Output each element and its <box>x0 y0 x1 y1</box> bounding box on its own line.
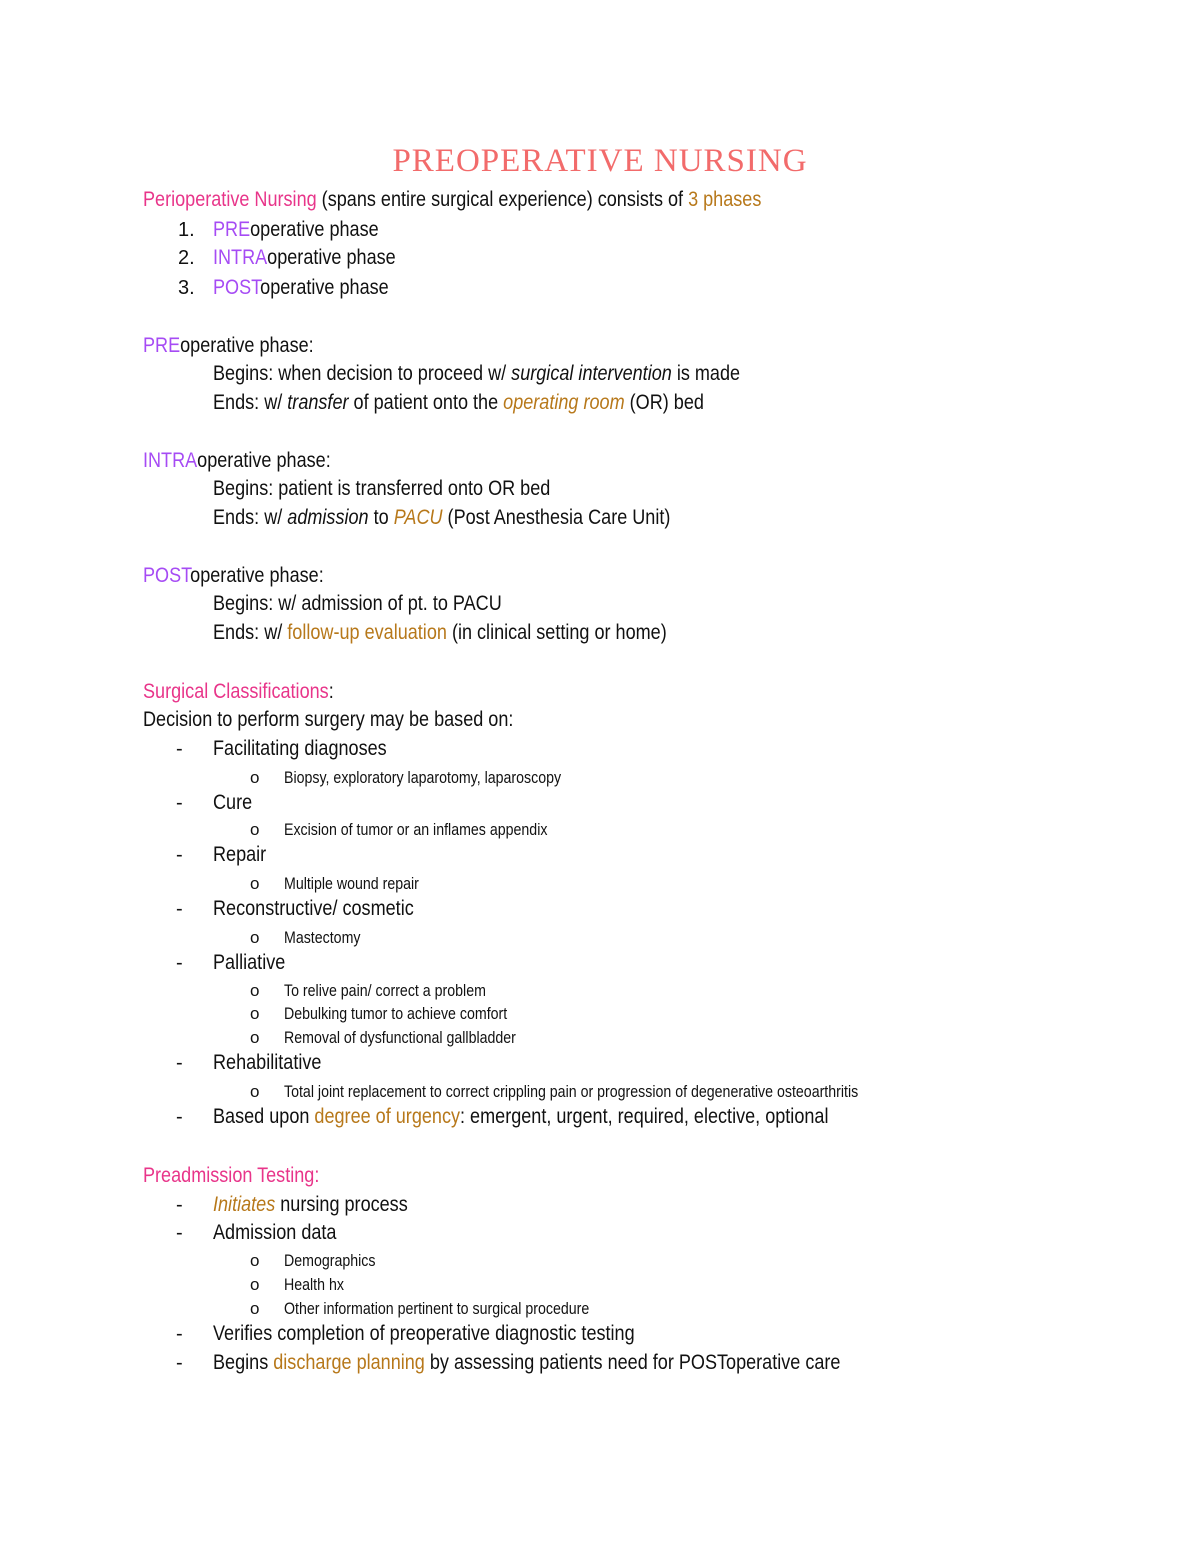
dash-bullet: - <box>176 898 183 920</box>
circle-bullet: o <box>250 1028 260 1047</box>
sub-list-item: Total joint replacement to correct crippling pain or progression of degenerative osteoarthritis <box>284 1083 859 1101</box>
list-item: Reconstructive/ cosmetic <box>213 897 414 920</box>
phases-count: 3 phases <box>688 188 762 211</box>
perioperative-term: Perioperative Nursing <box>143 188 317 211</box>
list-item: Admission data <box>213 1221 337 1244</box>
dash-bullet: - <box>176 1352 183 1374</box>
circle-bullet: o <box>250 1275 260 1294</box>
circle-bullet: o <box>250 768 260 787</box>
pre-begins: Begins: when decision to proceed w/ surgical intervention is made <box>213 362 741 385</box>
post-begins: Begins: w/ admission of pt. to PACU <box>213 592 502 615</box>
sub-list-item: Biopsy, exploratory laparotomy, laparoscopy <box>284 769 562 787</box>
list-item: POSToperative phase <box>213 276 389 299</box>
pre-ends: Ends: w/ transfer of patient onto the operating room (OR) bed <box>213 391 704 414</box>
dash-bullet: - <box>176 952 183 974</box>
surgical-lead: Decision to perform surgery may be based on: <box>143 708 514 731</box>
circle-bullet: o <box>250 1004 260 1023</box>
sub-list-item: Demographics <box>284 1252 376 1270</box>
sub-list-item: To relive pain/ correct a problem <box>284 982 486 1000</box>
list-item: Repair <box>213 843 267 866</box>
sub-list-item: Other information pertinent to surgical procedure <box>284 1300 590 1318</box>
preadmission-heading: Preadmission Testing: <box>143 1164 320 1187</box>
intra-ends: Ends: w/ admission to PACU (Post Anesthesia Care Unit) <box>213 506 671 529</box>
circle-bullet: o <box>250 1251 260 1270</box>
page-title: PREOPERATIVE NURSING <box>392 143 808 179</box>
list-item: Rehabilitative <box>213 1051 322 1074</box>
post-heading: POSToperative phase: <box>143 564 324 587</box>
list-item: PREoperative phase <box>213 218 379 241</box>
list-item: INTRAoperative phase <box>213 246 396 269</box>
circle-bullet: o <box>250 1299 260 1318</box>
sub-list-item: Excision of tumor or an inflames appendix <box>284 821 548 839</box>
circle-bullet: o <box>250 874 260 893</box>
dash-bullet: - <box>176 1052 183 1074</box>
dash-bullet: - <box>176 1323 183 1345</box>
dash-bullet: - <box>176 844 183 866</box>
circle-bullet: o <box>250 820 260 839</box>
intra-heading: INTRAoperative phase: <box>143 449 331 472</box>
intro-text: (spans entire surgical experience) consists of <box>316 188 689 211</box>
dash-bullet: - <box>176 1106 183 1128</box>
list-item: Verifies completion of preoperative diagnostic testing <box>213 1322 635 1345</box>
pre-heading: PREoperative phase: <box>143 334 314 357</box>
list-item: Facilitating diagnoses <box>213 737 387 760</box>
list-item: Initiates nursing process <box>213 1193 408 1216</box>
sub-list-item: Mastectomy <box>284 929 361 947</box>
intra-begins: Begins: patient is transferred onto OR bed <box>213 477 551 500</box>
surgical-heading: Surgical Classifications: <box>143 680 334 703</box>
post-ends: Ends: w/ follow-up evaluation (in clinical setting or home) <box>213 621 667 644</box>
list-number: 3. <box>178 277 195 299</box>
list-item: Palliative <box>213 951 286 974</box>
list-number: 1. <box>178 219 195 241</box>
circle-bullet: o <box>250 1082 260 1101</box>
intro-line <box>143 188 761 212</box>
list-number: 2. <box>178 247 195 269</box>
sub-list-item: Debulking tumor to achieve comfort <box>284 1005 508 1023</box>
circle-bullet: o <box>250 928 260 947</box>
dash-bullet: - <box>176 738 183 760</box>
dash-bullet: - <box>176 792 183 814</box>
sub-list-item: Health hx <box>284 1276 344 1294</box>
urgency-line: Based upon degree of urgency: emergent, urgent, required, elective, optional <box>213 1105 829 1128</box>
list-item: Cure <box>213 791 253 814</box>
list-item: Begins discharge planning by assessing patients need for POSToperative care <box>213 1351 841 1374</box>
circle-bullet: o <box>250 981 260 1000</box>
sub-list-item: Removal of dysfunctional gallbladder <box>284 1029 516 1047</box>
dash-bullet: - <box>176 1194 183 1216</box>
sub-list-item: Multiple wound repair <box>284 875 419 893</box>
dash-bullet: - <box>176 1222 183 1244</box>
